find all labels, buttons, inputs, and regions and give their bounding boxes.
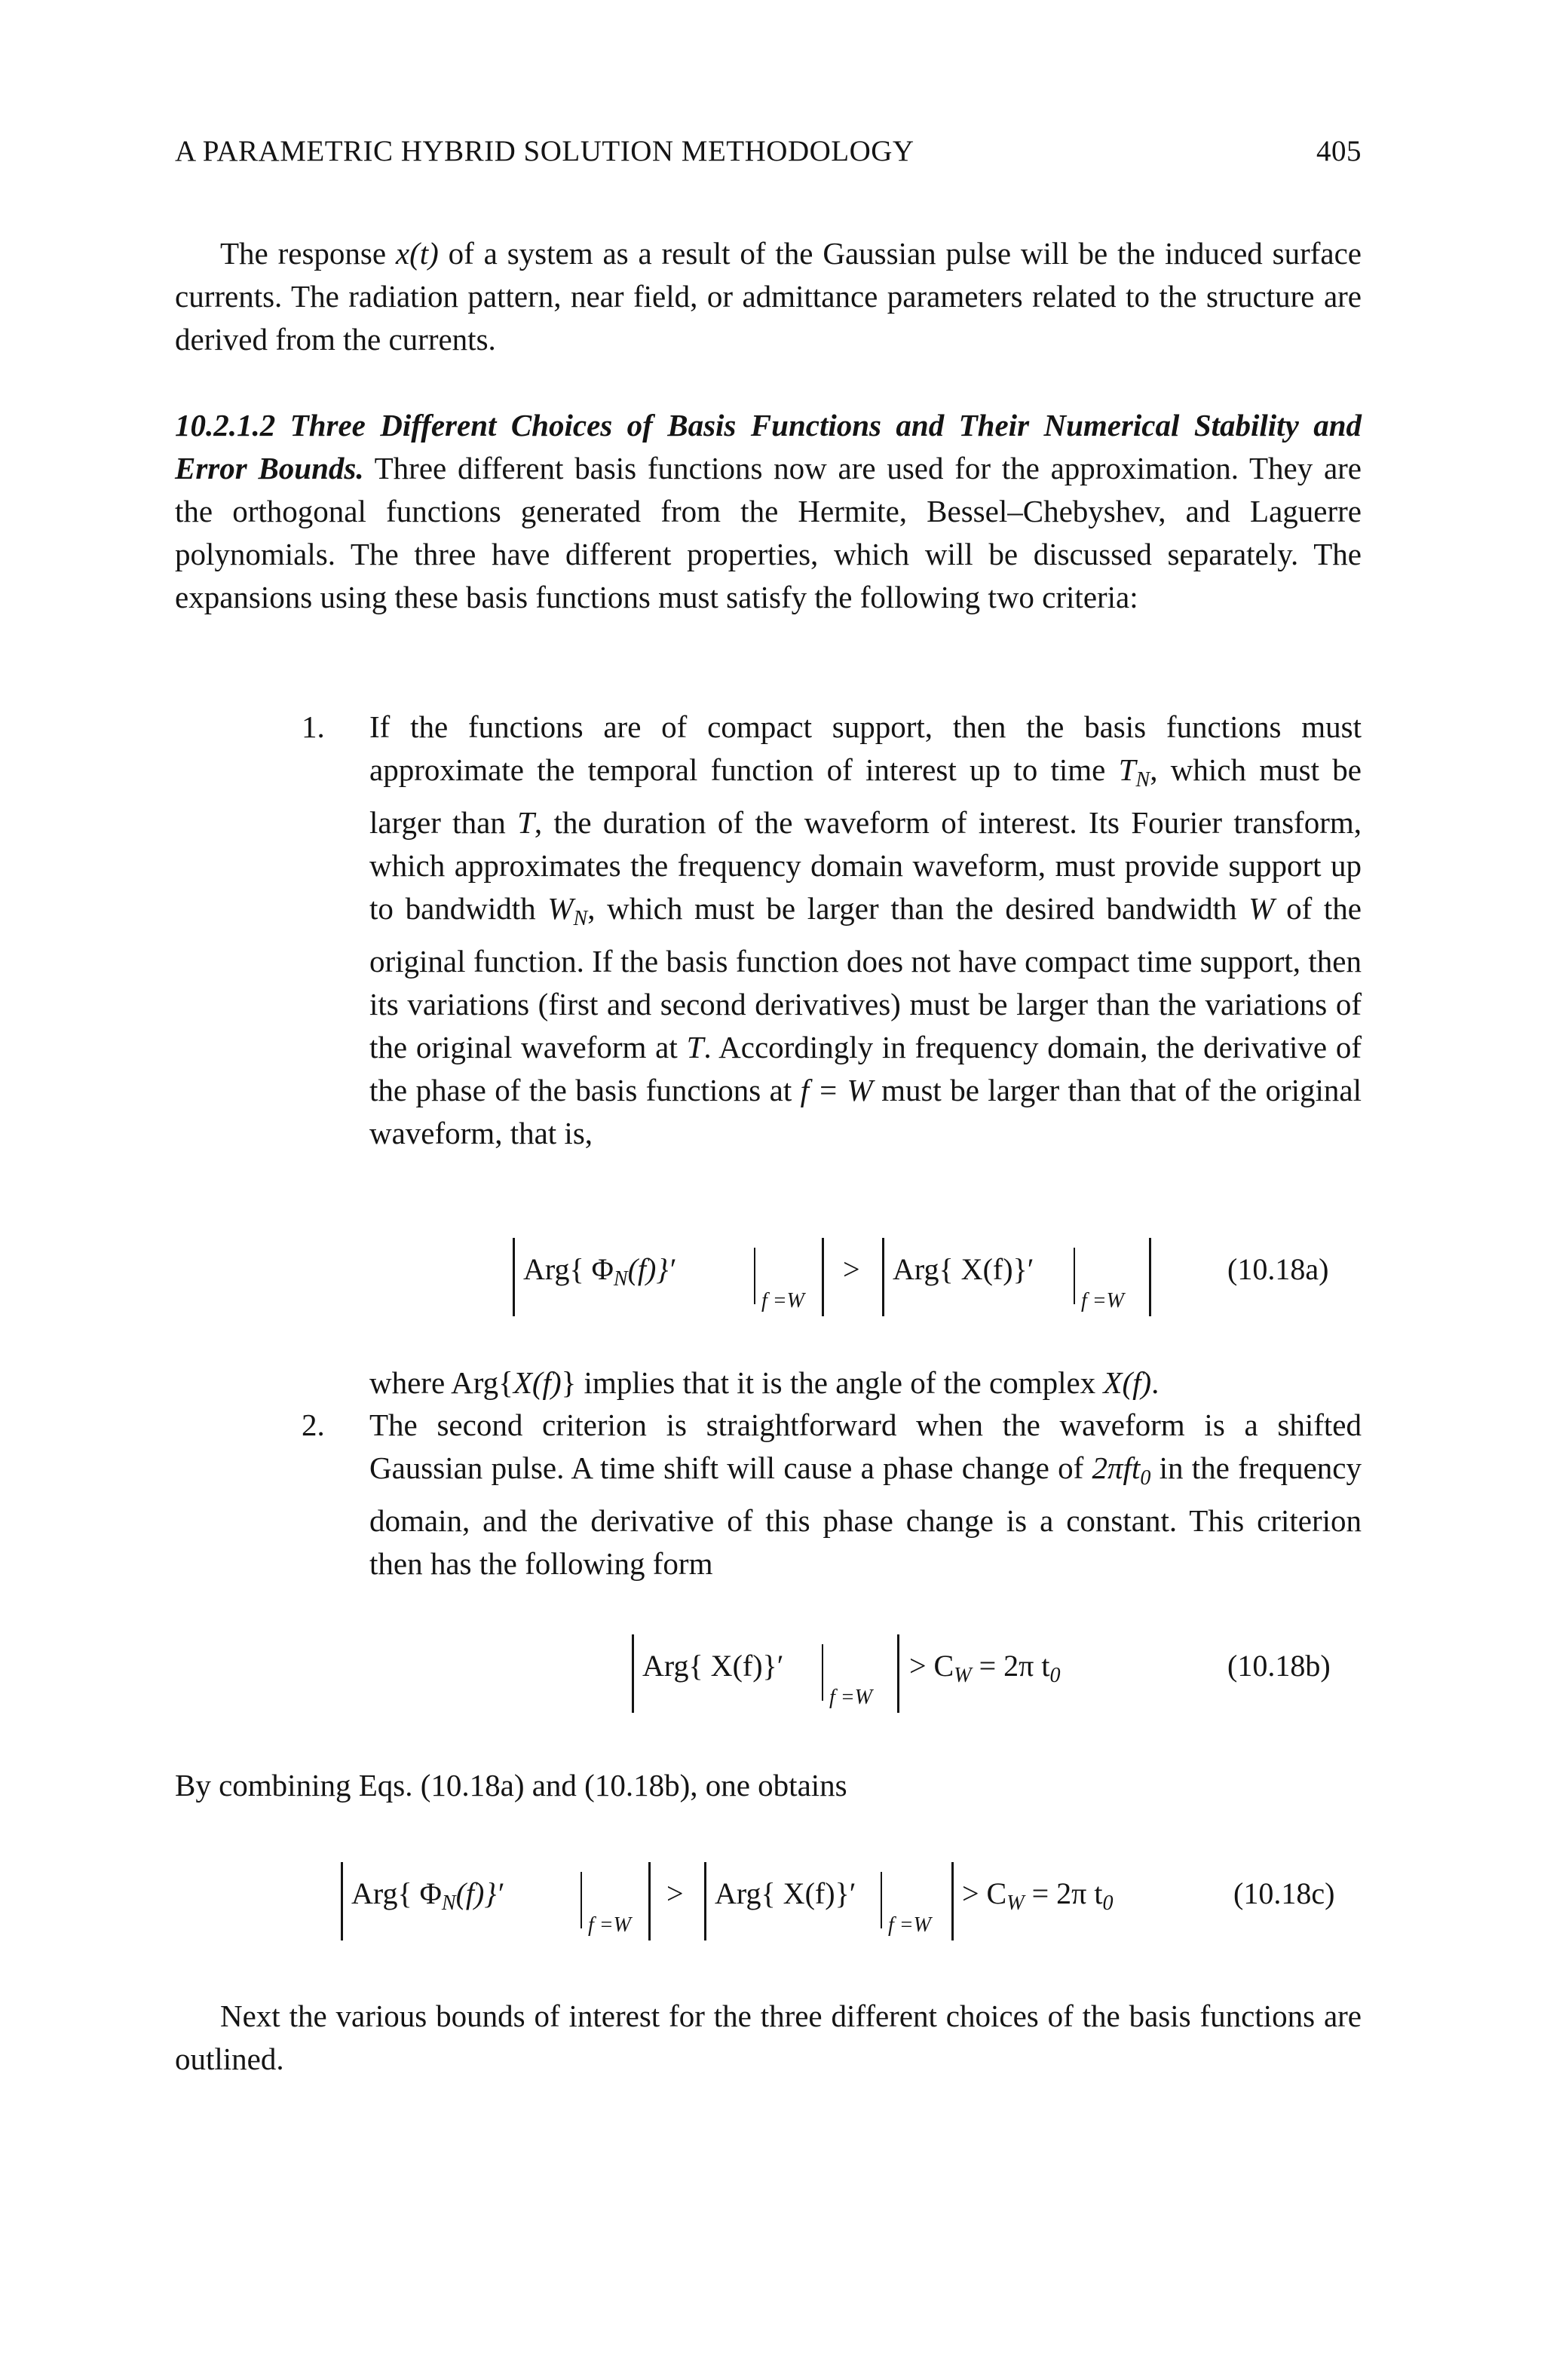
page-number: 405 [1316, 135, 1362, 167]
list-item-1: If the functions are of compact support, then the basis functions must approximate the temporal function of interest up to time $T_N$, which must be larger than T, the duration of the waveform of interest. Its Fourier transform, which approximates the frequency domain waveform, must provide support up to bandwidth $W_N$, which must be larger than the desired bandwidth W of the original function. If the basis function does not have compact time support, then its variations (first and second derivatives) must be larger than the variations of the original waveform at T. Accordingly in frequency domain, the derivative of the phase of the basis functions at f = W must be larger than that of the original waveform, that is, [369, 709, 1362, 1150]
document-page: A PARAMETRIC HYBRID SOLUTION METHODOLOGY 405 The response x(t) of a system as a result of the Gaussian pulse will be the induced surface currents. The radiation pattern, near field, or admittance parameters related to the structure are derived from the currents. 10.2.1.2 Three Different Choices of Basis Functions and Their Numerical Stability and Error Bounds. Three different basis functions now are used for the approximation. They are the orthogonal functions generated from the Hermite, Bessel–Chebyshev, and Laguerre polynomials. The three have different properties, which will be discussed separately. The expansions using these basis functions must satisfy the following two criteria: 1. If the functions are of compact support, then the basis functions must approximate the temporal function of interest up to time $T_N$, which must be larger than T, the duration of the waveform of interest. Its Fourier transform, which approximates the frequency domain waveform, must provide support up to bandwidth $W_N$, which must be larger than the desired bandwidth W of the original function. If the basis function does not have compact time support, then its variations (first and second derivatives) must be larger than the variations of the original waveform at T. Accordingly in frequency domain, the derivative of the phase of the basis functions at f = W must be larger than that of the original waveform, that is, Arg{ $\Phi_N(f)\}'$ f =W > Arg{ X(f)}′ f =W (10.18a) where Arg{X(f)} implies that it is the angle of the complex X(f). 2. The second criterion is straightforward when the waveform is a shifted Gaussian pulse. A time shift will cause a phase change of 2πft$_0$ in the frequency domain, and the derivative of this phase change is a constant. This criterion then has the following form Arg{ X(f)}′ f =W > $C_W = 2\pi$ $t_0$ (10.18b) By combining Eqs. (10.18a) and (10.18b), one obtains Arg{ $\Phi_N(f)\}'$ f =W > Arg{ X(f)}′ f =W > $C_W = 2\pi$ $t_0$ (10.18c) Next the various bounds of interest for the three different choices of the basis functions are outlined. [0, 0, 1544, 2380]
paragraph-closing: Next the various bounds of interest for the three different choices of the basis functions are outlined. [175, 1999, 1362, 2076]
equation-label-10-18b: (10.18b) [1227, 1649, 1331, 1683]
paragraph-response: The response x(t) of a system as a result of the Gaussian pulse will be the induced surface currents. The radiation pattern, near field, or admittance parameters related to the structure are derived from the currents. [175, 236, 1362, 357]
section-paragraph [175, 404, 1362, 619]
where-line: where Arg{X(f)} implies that it is the angle of the complex X(f). [369, 1365, 1160, 1400]
paragraph-combining: By combining Eqs. (10.18a) and (10.18b), one obtains [175, 1768, 847, 1803]
section-heading: 10.2.1.2 Three Different Choices of Basis Functions and Their Numerical Stability and Error Bounds. [175, 408, 1362, 485]
list-item-2: The second criterion is straightforward when the waveform is a shifted Gaussian pulse. A time shift will cause a phase change of 2πft$_0$ in the frequency domain, and the derivative of this phase change is a constant. This criterion then has the following form [369, 1407, 1362, 1581]
header-title: A PARAMETRIC HYBRID SOLUTION METHODOLOGY [175, 135, 914, 167]
list-number-1: 1. [302, 709, 325, 744]
equation-label-10-18a: (10.18a) [1227, 1252, 1329, 1286]
running-header [175, 134, 1362, 168]
section-text: Three different basis functions now are used for the approximation. They are the orthogonal functions generated from the Hermite, Bessel–Chebyshev, and Laguerre polynomials. The three have different properties, which will be discussed separately. The expansions using these basis functions must satisfy the following two criteria: [175, 451, 1362, 614]
list-number-2: 2. [302, 1407, 325, 1442]
equation-label-10-18c: (10.18c) [1233, 1876, 1335, 1910]
